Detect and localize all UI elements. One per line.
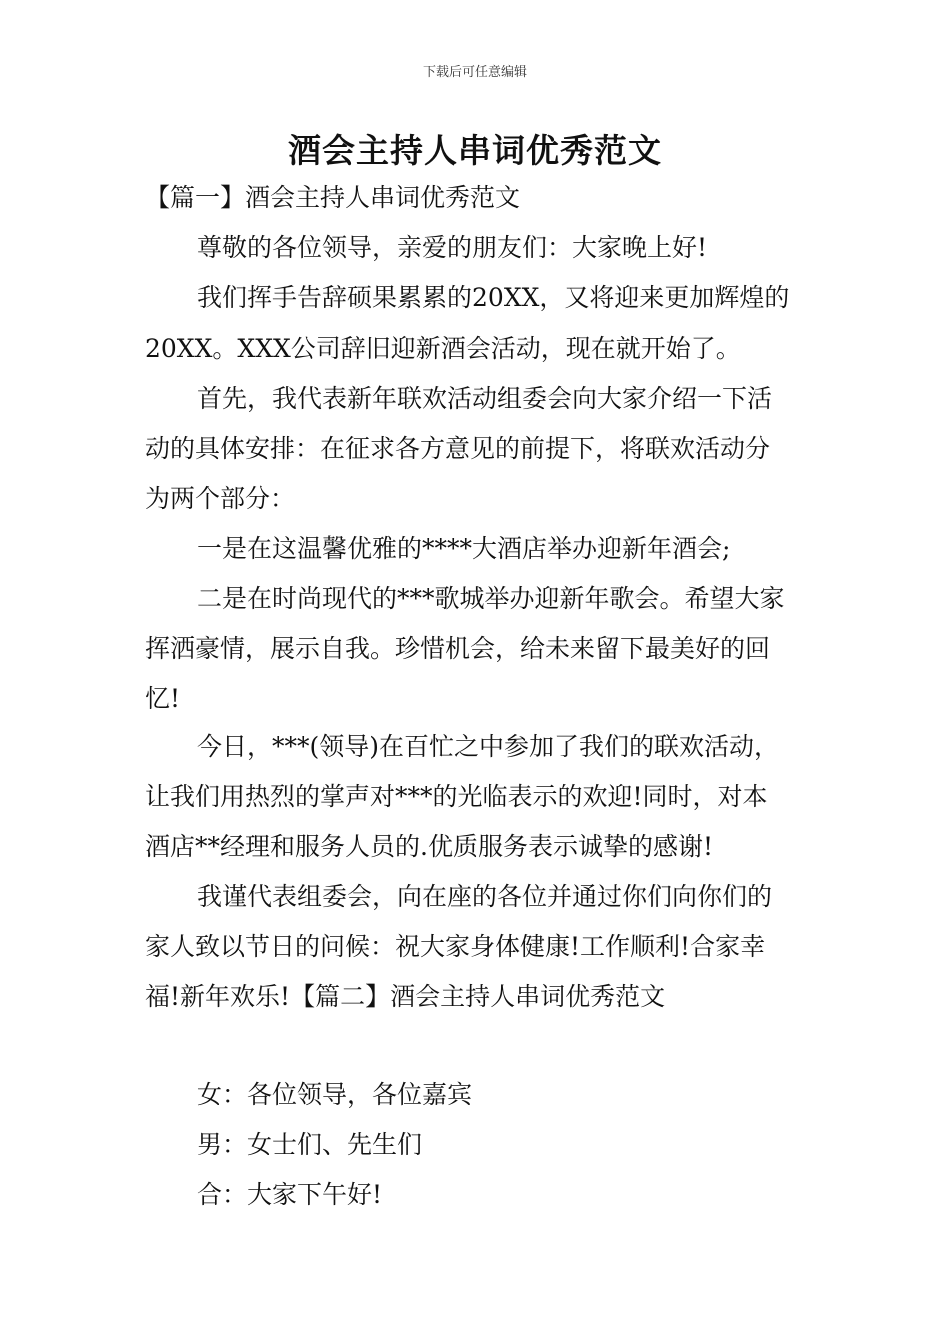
paragraph-line: 挥洒豪情，展示自我。珍惜机会，给未来留下最美好的回 [145,634,771,663]
paragraph-line: 尊敬的各位领导，亲爱的朋友们：大家晚上好! [197,233,708,262]
paragraph-line: 为两个部分： [145,484,296,513]
section-heading: 【篇一】酒会主持人串词优秀范文 [145,183,521,212]
paragraph-line: 家人致以节日的问候：祝大家身体健康!工作顺利!合家幸 [145,932,766,961]
paragraph-line: 忆! [145,684,181,713]
dialogue-line-together: 合：大家下午好! [197,1180,383,1209]
document-title: 酒会主持人串词优秀范文 [288,131,662,170]
paragraph-line: 酒店**经理和服务人员的.优质服务表示诚挚的感谢! [145,832,713,861]
paragraph-line: 一是在这温馨优雅的****大酒店举办迎新年酒会; [197,534,731,563]
paragraph-line: 我们挥手告辞硕果累累的20XX，又将迎来更加辉煌的 [197,283,790,312]
paragraph-line: 福!新年欢乐!【篇二】酒会主持人串词优秀范文 [145,982,666,1011]
dialogue-line-female: 女：各位领导，各位嘉宾 [197,1080,473,1109]
paragraph-line: 首先，我代表新年联欢活动组委会向大家介绍一下活 [197,384,773,413]
page-header-note: 下载后可任意编辑 [422,65,527,80]
paragraph-line: 我谨代表组委会，向在座的各位并通过你们向你们的 [197,882,773,911]
paragraph-line: 让我们用热烈的掌声对***的光临表示的欢迎!同时，对本 [145,782,768,811]
paragraph-line: 20XX。XXX公司辞旧迎新酒会活动，现在就开始了。 [145,334,741,363]
dialogue-line-male: 男：女士们、先生们 [197,1130,423,1159]
paragraph-line: 二是在时尚现代的***歌城举办迎新年歌会。希望大家 [197,584,785,613]
paragraph-line: 今日，***(领导)在百忙之中参加了我们的联欢活动， [197,732,780,761]
paragraph-line: 动的具体安排：在征求各方意见的前提下，将联欢活动分 [145,434,771,463]
